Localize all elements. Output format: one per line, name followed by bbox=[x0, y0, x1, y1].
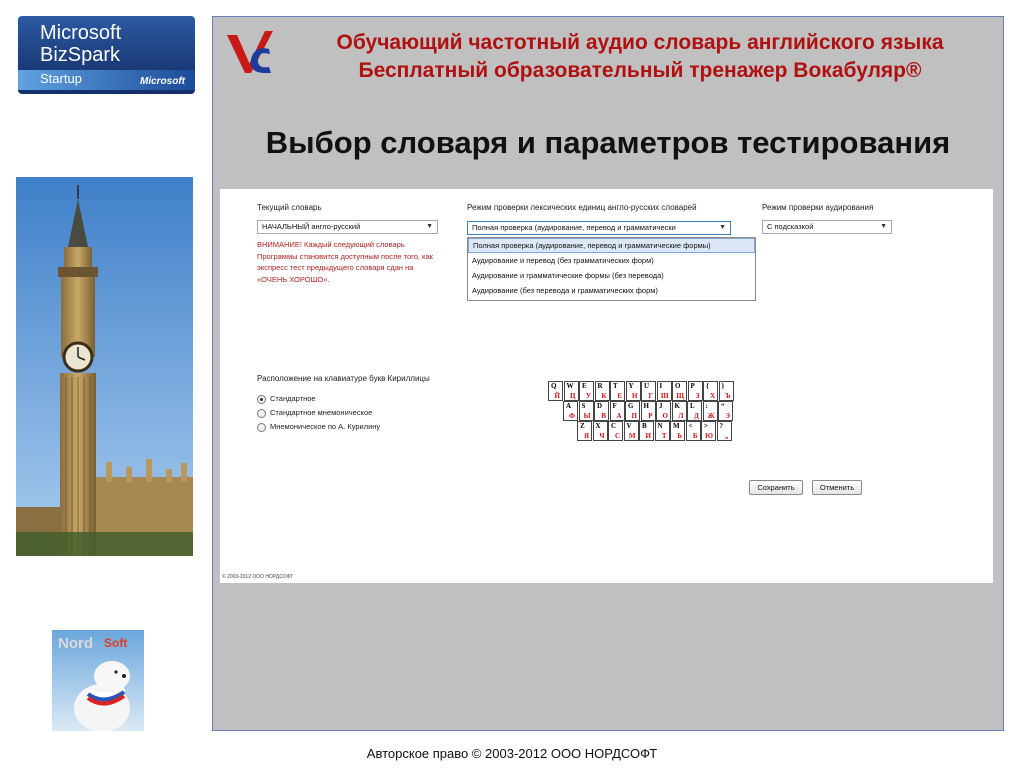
keyboard-key bbox=[579, 381, 594, 401]
keyboard-key bbox=[564, 381, 579, 401]
audio-mode-value: С подсказкой bbox=[767, 222, 814, 231]
key-latin-letter: A bbox=[566, 402, 572, 410]
key-latin-letter: N bbox=[657, 422, 663, 430]
lexical-option[interactable]: Полная проверка (аудирование, перевод и грамматические формы) bbox=[468, 238, 755, 253]
radio-unchecked-icon bbox=[257, 423, 266, 432]
radio-standard-mnemonic[interactable] bbox=[257, 408, 372, 418]
chevron-down-icon: ▼ bbox=[719, 224, 726, 231]
bizspark-logo bbox=[18, 16, 195, 94]
lexical-mode-label: Режим проверки лексических единиц англо-русских словарей bbox=[467, 203, 697, 212]
keyboard-key bbox=[719, 381, 734, 401]
key-cyrillic-letter: Т bbox=[661, 432, 667, 440]
keyboard-key bbox=[701, 421, 716, 441]
lexical-mode-select[interactable] bbox=[467, 221, 731, 235]
keyboard-key bbox=[548, 381, 563, 401]
key-cyrillic-letter: В bbox=[601, 412, 606, 420]
keyboard-key bbox=[656, 401, 671, 421]
key-latin-letter: D bbox=[597, 402, 603, 410]
keyboard-key bbox=[639, 421, 654, 441]
key-cyrillic-letter: Я bbox=[583, 432, 589, 440]
key-latin-letter: C bbox=[611, 422, 617, 430]
key-cyrillic-letter: Щ bbox=[676, 392, 684, 400]
svg-text:Soft: Soft bbox=[104, 636, 128, 650]
lexical-option[interactable]: Аудирование (без перевода и грамматических форм) bbox=[472, 286, 658, 295]
key-cyrillic-letter: У bbox=[585, 392, 591, 400]
key-latin-letter: F bbox=[612, 402, 617, 410]
keyboard-key bbox=[718, 401, 733, 421]
keyboard-key bbox=[593, 421, 608, 441]
keyboard-key bbox=[687, 401, 702, 421]
key-latin-letter: G bbox=[628, 402, 634, 410]
key-latin-letter: K bbox=[674, 402, 680, 410]
keyboard-key bbox=[595, 381, 610, 401]
key-latin-letter: Y bbox=[628, 382, 634, 390]
key-latin-letter: : bbox=[705, 402, 708, 410]
keyboard-key bbox=[608, 421, 623, 441]
key-latin-letter: U bbox=[644, 382, 650, 390]
key-latin-letter: R bbox=[597, 382, 603, 390]
keyboard-key bbox=[688, 381, 703, 401]
key-latin-letter: T bbox=[613, 382, 618, 390]
keyboard-key bbox=[655, 421, 670, 441]
bizspark-line2: BizSpark bbox=[40, 44, 121, 66]
keyboard-key bbox=[717, 421, 732, 441]
key-latin-letter: O bbox=[675, 382, 681, 390]
current-dict-label: Текущий словарь bbox=[257, 203, 322, 212]
keyboard-key bbox=[626, 381, 641, 401]
keyboard-key bbox=[624, 421, 639, 441]
key-cyrillic-letter: Р bbox=[648, 412, 653, 420]
key-cyrillic-letter: Э bbox=[725, 412, 730, 420]
title-line-2: Бесплатный образовательный тренажер Вокабуляр® bbox=[358, 59, 922, 82]
layout-label: Расположение на клавиатуре букв Кириллицы bbox=[257, 374, 430, 383]
key-cyrillic-letter: Е bbox=[617, 392, 622, 400]
key-latin-letter: V bbox=[626, 422, 632, 430]
key-latin-letter: W bbox=[566, 382, 574, 390]
key-latin-letter: M bbox=[673, 422, 680, 430]
panel-copyright: © 2003-2012 ООО НОРДСОФТ bbox=[222, 574, 294, 580]
key-latin-letter: E bbox=[582, 382, 587, 390]
keyboard-key bbox=[610, 381, 625, 401]
key-cyrillic-letter: З bbox=[695, 392, 700, 400]
key-latin-letter: ? bbox=[719, 422, 723, 430]
key-cyrillic-letter: Ю bbox=[705, 432, 713, 440]
key-cyrillic-letter: Д bbox=[694, 412, 699, 420]
key-cyrillic-letter: Ф bbox=[568, 412, 575, 420]
slide-frame bbox=[212, 16, 1004, 731]
lexical-mode-value: Полная проверка (аудирование, перевод и грамматически bbox=[472, 223, 676, 232]
key-cyrillic-letter: Ж bbox=[707, 412, 715, 420]
save-button[interactable]: Сохранить bbox=[749, 480, 803, 495]
keyboard-key bbox=[625, 401, 640, 421]
key-latin-letter: Q bbox=[551, 382, 557, 390]
key-latin-letter: } bbox=[721, 382, 725, 390]
bizspark-line1: Microsoft bbox=[40, 22, 122, 44]
current-dict-select[interactable] bbox=[257, 220, 438, 234]
key-cyrillic-letter: Х bbox=[709, 392, 715, 400]
key-cyrillic-letter: Н bbox=[632, 392, 638, 400]
key-cyrillic-letter: Ы bbox=[583, 412, 591, 420]
key-latin-letter: L bbox=[690, 402, 695, 410]
keyboard-key bbox=[703, 401, 718, 421]
keyboard-key bbox=[577, 421, 592, 441]
bizspark-line3: Startup bbox=[40, 71, 82, 86]
audio-mode-select[interactable] bbox=[762, 220, 892, 234]
key-cyrillic-letter: С bbox=[614, 432, 620, 440]
chevron-down-icon: ▼ bbox=[880, 223, 887, 230]
key-latin-letter: P bbox=[690, 382, 695, 390]
key-cyrillic-letter: О bbox=[662, 412, 668, 420]
big-ben-image bbox=[16, 177, 193, 556]
key-latin-letter: { bbox=[706, 382, 709, 390]
keyboard-key bbox=[703, 381, 718, 401]
key-cyrillic-letter: Б bbox=[692, 432, 698, 440]
key-cyrillic-letter: К bbox=[601, 392, 607, 400]
keyboard-key bbox=[670, 421, 685, 441]
keyboard-key bbox=[672, 401, 687, 421]
key-cyrillic-letter: Ч bbox=[599, 432, 605, 440]
key-latin-letter: B bbox=[642, 422, 647, 430]
keyboard-key bbox=[641, 401, 656, 421]
vocabulary-logo-icon bbox=[225, 27, 277, 81]
radio-label: Мнемоническое по А. Курилину bbox=[270, 422, 381, 431]
key-cyrillic-letter: Й bbox=[554, 392, 560, 400]
key-cyrillic-letter: И bbox=[645, 432, 651, 440]
key-latin-letter: J bbox=[659, 402, 663, 410]
settings-panel bbox=[220, 189, 993, 583]
keyboard-key bbox=[610, 401, 625, 421]
dictionary-warning: ВНИМАНИЕ! Каждый следующий словарь Программы становится доступным после того, как экспресс тест предыдущего словаря сдан на «ОЧЕНЬ ХОРОШО». bbox=[257, 240, 433, 284]
key-latin-letter: “ bbox=[721, 402, 725, 410]
key-cyrillic-letter: М bbox=[628, 432, 636, 440]
current-dict-value: НАЧАЛЬНЫЙ англо-русский bbox=[262, 222, 361, 231]
lexical-mode-dropdown bbox=[467, 237, 756, 301]
slide-subtitle: Выбор словаря и параметров тестирования bbox=[265, 125, 951, 160]
lexical-option[interactable]: Аудирование и грамматические формы (без перевода) bbox=[472, 271, 664, 280]
lexical-option[interactable]: Аудирование и перевод (без грамматических форм) bbox=[472, 256, 654, 265]
radio-label: Стандартное bbox=[270, 394, 316, 403]
key-cyrillic-letter: Г bbox=[648, 392, 653, 400]
key-latin-letter: < bbox=[688, 422, 693, 430]
key-cyrillic-letter: П bbox=[631, 412, 637, 420]
key-latin-letter: S bbox=[581, 402, 586, 410]
nordsoft-bear-logo bbox=[52, 630, 144, 731]
cancel-button[interactable]: Отменить bbox=[812, 480, 862, 495]
key-latin-letter: Z bbox=[580, 422, 585, 430]
key-cyrillic-letter: Ъ bbox=[725, 392, 731, 400]
key-cyrillic-letter: А bbox=[616, 412, 622, 420]
svg-text:Nord: Nord bbox=[58, 635, 93, 652]
keyboard-key bbox=[563, 401, 578, 421]
keyboard-key bbox=[579, 401, 594, 421]
keyboard-key bbox=[672, 381, 687, 401]
chevron-down-icon: ▼ bbox=[426, 223, 433, 230]
radio-unchecked-icon bbox=[257, 409, 266, 418]
key-latin-letter: X bbox=[595, 422, 601, 430]
footer-copyright: Авторское право © 2003-2012 ООО НОРДСОФТ bbox=[366, 746, 658, 761]
title-line-1: Обучающий частотный аудио словарь английского языка bbox=[336, 31, 944, 54]
key-latin-letter: I bbox=[659, 382, 663, 390]
key-cyrillic-letter: „ bbox=[725, 432, 729, 440]
keyboard-key bbox=[641, 381, 656, 401]
keyboard-key bbox=[594, 401, 609, 421]
key-cyrillic-letter: Ш bbox=[660, 392, 669, 400]
key-cyrillic-letter: Ь bbox=[677, 432, 682, 440]
bizspark-brand: Microsoft bbox=[140, 76, 185, 87]
radio-kurilin[interactable] bbox=[257, 422, 380, 432]
key-latin-letter: > bbox=[704, 422, 708, 430]
radio-label: Стандартное мнемоническое bbox=[270, 408, 373, 417]
radio-checked-icon bbox=[257, 395, 266, 404]
key-latin-letter: H bbox=[643, 402, 649, 410]
key-cyrillic-letter: Л bbox=[678, 412, 684, 420]
keyboard-key bbox=[686, 421, 701, 441]
radio-standard[interactable] bbox=[257, 394, 316, 404]
audio-mode-label: Режим проверки аудирования bbox=[762, 203, 874, 212]
key-cyrillic-letter: Ц bbox=[570, 392, 576, 400]
keyboard-key bbox=[657, 381, 672, 401]
